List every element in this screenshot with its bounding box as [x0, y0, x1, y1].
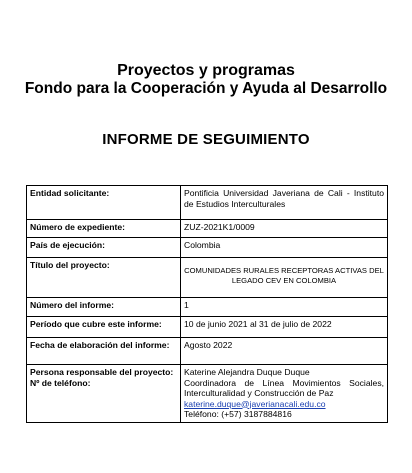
- pais-value: Colombia: [181, 238, 388, 258]
- periodo-label: Período que cubre este informe:: [27, 317, 181, 338]
- periodo-value: 10 de junio 2021 al 31 de julio de 2022: [181, 317, 388, 338]
- table-row: [27, 338, 388, 365]
- fecha-value: Agosto 2022: [181, 338, 388, 365]
- table-row: [27, 298, 388, 317]
- expediente-label: Número de expediente:: [27, 220, 181, 238]
- table-row: [27, 186, 388, 220]
- telefono-label: Nº de teléfono:: [30, 377, 91, 388]
- informe-label: Número del informe:: [27, 298, 181, 317]
- responsable-name: Katerine Alejandra Duque Duque: [184, 367, 310, 377]
- fecha-label: Fecha de elaboración del informe:: [27, 338, 181, 365]
- table-row: [27, 238, 388, 258]
- responsable-label: Persona responsable del proyecto:: [30, 367, 174, 377]
- table-row: [27, 220, 388, 238]
- responsable-email-link[interactable]: katerine.duque@javerianacali.edu.co: [184, 398, 326, 409]
- table-row: [27, 365, 388, 423]
- titulo-value: COMUNIDADES RURALES RECEPTORAS ACTIVAS DEL LEGADO CEV EN COLOMBIA: [184, 266, 384, 285]
- responsable-role: Coordinadora de Línea Movimientos Sociales, Interculturalidad y Construcción de Paz: [184, 377, 384, 398]
- page-title-line-1: Proyectos y programas: [117, 62, 295, 79]
- table-row: [27, 258, 388, 298]
- responsable-value-cell: [181, 365, 388, 423]
- informe-value: 1: [181, 298, 388, 317]
- report-info-table: [26, 185, 388, 423]
- page-title-line-2: Fondo para la Cooperación y Ayuda al Desarrollo: [24, 80, 388, 97]
- expediente-value: ZUZ-2021K1/0009: [181, 220, 388, 238]
- table-row: [27, 317, 388, 338]
- responsable-label-cell: [27, 365, 181, 423]
- responsable-phone: Teléfono: (+57) 3187884816: [184, 409, 292, 419]
- entidad-label: Entidad solicitante:: [27, 186, 181, 220]
- report-title: INFORME DE SEGUIMIENTO: [102, 131, 310, 148]
- titulo-cell: [181, 258, 388, 298]
- pais-label: País de ejecución:: [27, 238, 181, 258]
- entidad-value: Pontificia Universidad Javeriana de Cali - Instituto de Estudios Interculturales: [181, 186, 388, 220]
- titulo-label: Título del proyecto:: [27, 258, 181, 298]
